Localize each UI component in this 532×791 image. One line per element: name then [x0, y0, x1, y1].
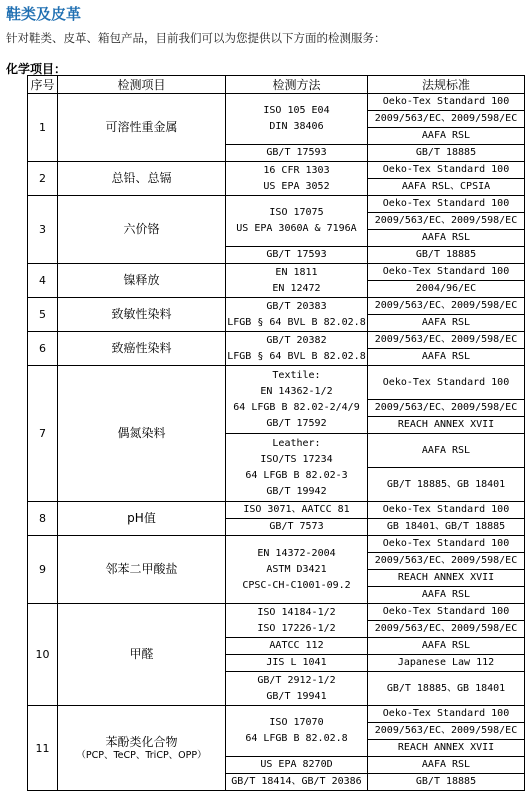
test-item-subtitle: （PCP、TeCP、TriCP、OPP）: [76, 749, 207, 761]
standard-cell: Oeko-Tex Standard 100: [368, 366, 525, 400]
standard-cell: 2009/563/EC、2009/598/EC: [368, 400, 525, 417]
test-method-cell: [226, 332, 368, 366]
standard-cell: AAFA RSL: [368, 128, 525, 145]
test-method: GB/T 17593: [266, 147, 327, 158]
test-method: US EPA 3060A & 7196A: [236, 223, 357, 234]
test-method: ISO/TS 17234: [260, 453, 333, 465]
table-row: [28, 332, 525, 349]
test-item: [58, 706, 226, 791]
test-method-cell: [226, 145, 368, 162]
test-item-name: 总铅、总镉: [111, 171, 172, 185]
test-method: EN 1811: [275, 266, 318, 278]
test-method: GB/T 20382: [266, 334, 327, 346]
row-number: 2: [28, 162, 58, 196]
standard-cell: 2009/563/EC、2009/598/EC: [368, 298, 525, 315]
table-row: [28, 264, 525, 281]
test-method: DIN 38406: [269, 121, 324, 132]
test-method: AATCC 112: [269, 640, 324, 651]
test-method-cell: [226, 264, 368, 298]
test-method: EN 12472: [272, 282, 321, 294]
test-method: GB/T 19942: [266, 485, 327, 497]
test-method: JIS L 1041: [266, 657, 327, 668]
test-method: GB/T 7573: [269, 521, 324, 532]
test-item-name: 邻苯二甲酸盐: [105, 562, 178, 576]
test-item: [58, 332, 226, 366]
standard-cell: AAFA RSL: [368, 587, 525, 604]
standard-cell: 2009/563/EC、2009/598/EC: [368, 553, 525, 570]
standard-cell: Oeko-Tex Standard 100: [368, 264, 525, 281]
test-method: LFGB § 64 BVL B 82.02.8: [227, 350, 366, 362]
standard-cell: AAFA RSL: [368, 434, 525, 468]
table-row: [28, 502, 525, 519]
table-row: [28, 366, 525, 400]
header-method: 检测方法: [226, 76, 368, 94]
test-item-name: 六价铬: [123, 222, 160, 236]
test-method-cell: [226, 434, 368, 502]
test-method: ISO 17226-1/2: [257, 622, 336, 634]
standard-cell: Oeko-Tex Standard 100: [368, 94, 525, 111]
test-method: 16 CFR 1303: [263, 164, 330, 176]
test-item: [58, 536, 226, 604]
test-item: [58, 196, 226, 264]
row-number: 11: [28, 706, 58, 791]
test-method: 64 LFGB B 82.02-3: [245, 469, 348, 481]
test-method: ISO 3071、AATCC 81: [243, 504, 350, 515]
standard-cell: Oeko-Tex Standard 100: [368, 536, 525, 553]
row-number: 5: [28, 298, 58, 332]
table-row: [28, 604, 525, 621]
standard-cell: 2009/563/EC、2009/598/EC: [368, 332, 525, 349]
test-method: US EPA 3052: [263, 180, 330, 192]
row-number: 3: [28, 196, 58, 264]
standard-cell: Oeko-Tex Standard 100: [368, 196, 525, 213]
test-method: ISO 17075: [269, 207, 324, 218]
row-number: 9: [28, 536, 58, 604]
test-method: 64 LFGB B 82.02.8: [245, 733, 348, 744]
standard-cell: GB 18401、GB/T 18885: [368, 519, 525, 536]
table-row: [28, 162, 525, 179]
test-method-cell: [226, 774, 368, 791]
test-method-cell: [226, 638, 368, 655]
test-item: [58, 366, 226, 502]
test-item: [58, 162, 226, 196]
test-item: [58, 264, 226, 298]
test-method: GB/T 19941: [266, 690, 327, 702]
standard-cell: Oeko-Tex Standard 100: [368, 162, 525, 179]
standard-cell: AAFA RSL: [368, 315, 525, 332]
test-method: GB/T 17592: [266, 417, 327, 429]
table-row: [28, 196, 525, 213]
standard-cell: 2009/563/EC、2009/598/EC: [368, 111, 525, 128]
test-method: EN 14372-2004: [257, 547, 336, 559]
page-title: 鞋类及皮革: [6, 5, 82, 23]
standard-cell: AAFA RSL: [368, 757, 525, 774]
chemical-test-table: [27, 75, 525, 791]
test-method: ISO 105 E04: [263, 105, 330, 116]
standard-cell: 2009/563/EC、2009/598/EC: [368, 723, 525, 740]
test-item-name: 偶氮染料: [117, 426, 166, 440]
row-number: 4: [28, 264, 58, 298]
standard-cell: GB/T 18885: [368, 247, 525, 264]
standard-cell: GB/T 18885: [368, 145, 525, 162]
test-method: US EPA 8270D: [260, 759, 333, 770]
standard-cell: AAFA RSL: [368, 349, 525, 366]
test-method: GB/T 18414、GB/T 20386: [231, 776, 362, 787]
test-method-cell: [226, 757, 368, 774]
row-number: 1: [28, 94, 58, 162]
test-method-cell: [226, 366, 368, 434]
standard-cell: GB/T 18885、GB 18401: [368, 468, 525, 502]
standard-cell: REACH ANNEX XVII: [368, 740, 525, 757]
test-method-cell: [226, 162, 368, 196]
test-item-name: pH值: [127, 511, 156, 525]
header-item: 检测项目: [58, 76, 226, 94]
test-item: [58, 502, 226, 536]
test-method: ASTM D3421: [266, 563, 327, 575]
test-method: CPSC-CH-C1001-09.2: [242, 579, 351, 591]
test-method-cell: [226, 672, 368, 706]
standard-cell: Oeko-Tex Standard 100: [368, 604, 525, 621]
test-method-cell: [226, 536, 368, 604]
header-standard: 法规标准: [368, 76, 525, 94]
standard-cell: Japanese Law 112: [368, 655, 525, 672]
section-heading: 化学项目：: [6, 62, 67, 76]
standard-cell: AAFA RSL: [368, 638, 525, 655]
test-method: LFGB § 64 BVL B 82.02.8: [227, 316, 366, 328]
standard-cell: AAFA RSL: [368, 230, 525, 247]
test-method-cell: [226, 298, 368, 332]
test-item-name: 镍释放: [123, 273, 160, 287]
table-row: [28, 298, 525, 315]
test-item-name: 致敏性染料: [111, 307, 172, 321]
test-item-name: 苯酚类化合物: [105, 734, 178, 749]
intro-text: 针对鞋类、皮革、箱包产品，目前我们可以为您提供以下方面的检测服务：: [6, 31, 386, 45]
test-method-cell: [226, 196, 368, 247]
row-number: 10: [28, 604, 58, 706]
test-method-cell: [226, 706, 368, 757]
test-method: 64 LFGB B 82.02-2/4/9: [233, 401, 360, 413]
test-method: EN 14362-1/2: [260, 385, 333, 397]
test-method: GB/T 20383: [266, 300, 327, 312]
table-header-row: [28, 76, 525, 94]
header-no: 序号: [28, 76, 58, 94]
test-method: Textile:: [272, 369, 321, 381]
row-number: 8: [28, 502, 58, 536]
standard-cell: AAFA RSL、CPSIA: [368, 179, 525, 196]
test-method: Leather:: [272, 437, 321, 449]
row-number: 6: [28, 332, 58, 366]
table-body: [28, 94, 525, 791]
table-row: [28, 94, 525, 111]
test-item-name: 甲醛: [129, 647, 154, 661]
test-method-cell: [226, 655, 368, 672]
standard-cell: Oeko-Tex Standard 100: [368, 706, 525, 723]
standard-cell: Oeko-Tex Standard 100: [368, 502, 525, 519]
test-item-name: 可溶性重金属: [105, 120, 178, 134]
test-item: [58, 94, 226, 162]
test-method-cell: [226, 604, 368, 638]
row-number: 7: [28, 366, 58, 502]
test-method-cell: [226, 502, 368, 519]
test-method: GB/T 2912-1/2: [257, 674, 336, 686]
standard-cell: GB/T 18885: [368, 774, 525, 791]
test-method: GB/T 17593: [266, 249, 327, 260]
table-row: [28, 536, 525, 553]
test-item: [58, 298, 226, 332]
test-method: ISO 17070: [269, 717, 324, 728]
test-method-cell: [226, 247, 368, 264]
standard-cell: 2009/563/EC、2009/598/EC: [368, 621, 525, 638]
test-method-cell: [226, 519, 368, 536]
test-method: ISO 14184-1/2: [257, 606, 336, 618]
standard-cell: REACH ANNEX XVII: [368, 417, 525, 434]
standard-cell: 2004/96/EC: [368, 281, 525, 298]
test-item: [58, 604, 226, 706]
standard-cell: REACH ANNEX XVII: [368, 570, 525, 587]
standard-cell: GB/T 18885、GB 18401: [368, 672, 525, 706]
table-row: [28, 706, 525, 723]
test-item-name: 致癌性染料: [111, 341, 172, 355]
test-method-cell: [226, 94, 368, 145]
standard-cell: 2009/563/EC、2009/598/EC: [368, 213, 525, 230]
